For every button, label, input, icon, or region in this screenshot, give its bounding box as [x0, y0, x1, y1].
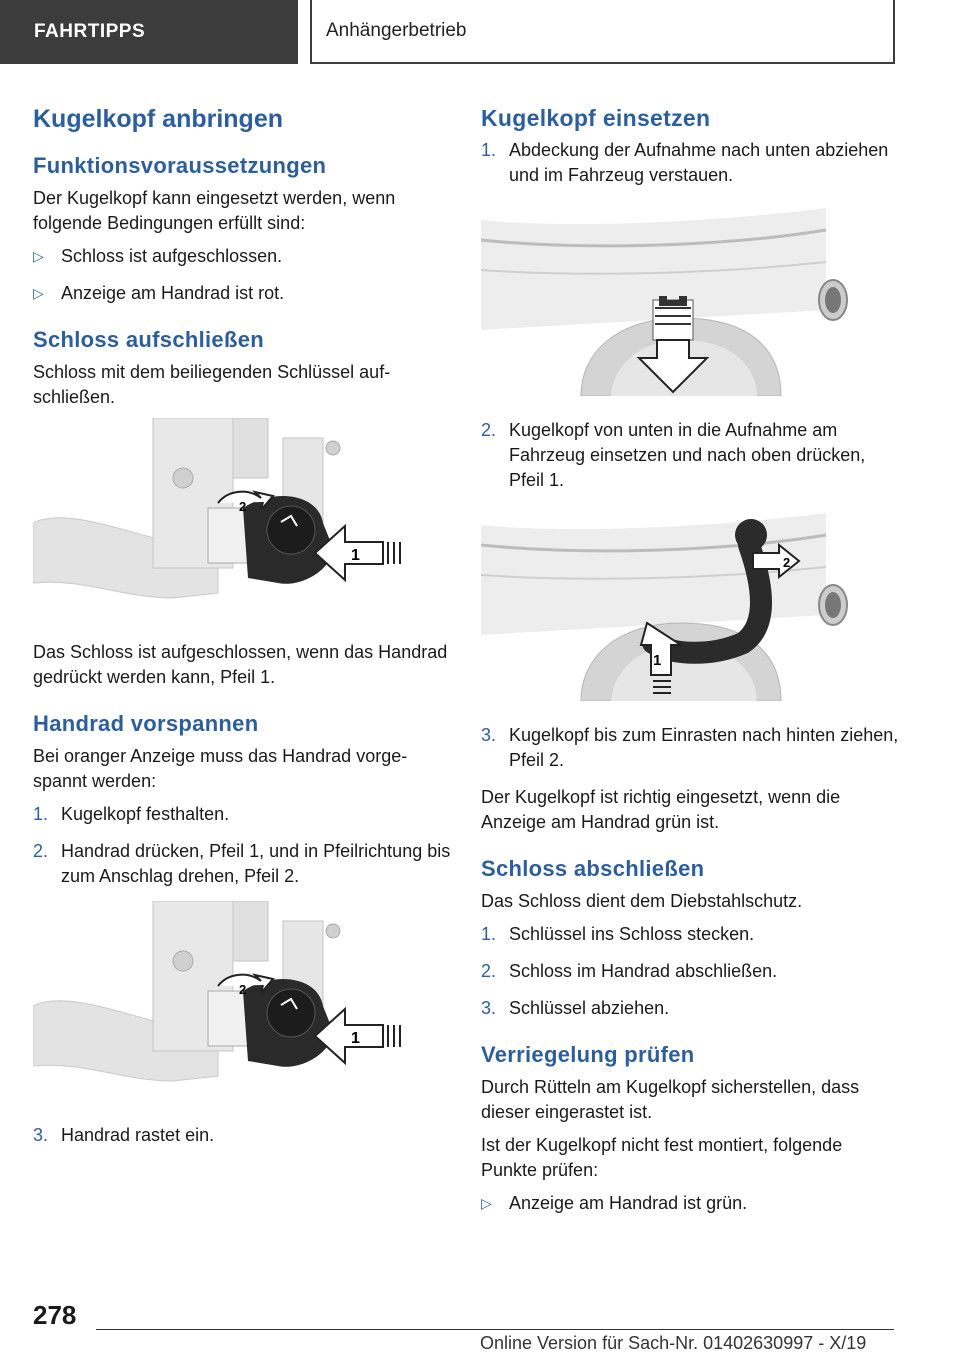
insert-ball-head-illustration [481, 505, 857, 701]
list-item: 1. Kugelkopf festhalten. [33, 804, 230, 824]
header-chapter [310, 0, 895, 64]
triangle-bullet-icon: ▷ [481, 1195, 492, 1211]
list-item: ▷ Anzeige am Handrad ist rot. [33, 281, 453, 306]
arrow-1-label: 1 [653, 652, 662, 669]
arrow-1-label: 1 [351, 1030, 360, 1047]
paragraph-richtig: Der Kugelkopf ist richtig eingesetzt, wenn die Anzeige am Handrad grün ist. [481, 787, 841, 832]
arrow-2-label: 2 [239, 982, 247, 997]
arrow-1-label: 1 [351, 547, 360, 564]
left-column [33, 96, 453, 1160]
paragraph-pruefen-2: Ist der Kugelkopf nicht fest montiert, folgende Punkte prüfen: [481, 1135, 843, 1180]
list-item: 1. Abdeckung der Aufnahme nach unten abziehen und im Fahrzeug verstauen. [481, 140, 889, 185]
list-item: 3. Kugelkopf bis zum Einrasten nach hinten ziehen, Pfeil 2. [481, 725, 899, 770]
paragraph-abschliessen: Das Schloss dient dem Diebstahlschutz. [481, 891, 803, 911]
heading-kugelkopf-einsetzen: Kugelkopf einsetzen [481, 105, 711, 131]
einsetzen-step-2 [481, 418, 901, 493]
list-item: 3. Handrad rastet ein. [33, 1125, 215, 1145]
list-item: 2. Kugelkopf von unten in die Aufnahme am Fahrzeug einsetzen und nach oben drücken, Pfeil 1. [481, 420, 866, 490]
heading-funktionsvoraussetzungen: Funktionsvoraussetzungen [33, 153, 327, 178]
triangle-bullet-icon: ▷ [33, 285, 44, 301]
header-chapter-label: Anhängerbetrieb [326, 20, 467, 41]
page-number: 278 [33, 1300, 77, 1330]
heading-verriegelung-pruefen: Verriegelung prüfen [481, 1042, 695, 1067]
list-item: ▷ Anzeige am Handrad ist grün. [481, 1191, 901, 1216]
arrow-2-label: 2 [783, 555, 791, 570]
pruefen-list [481, 1191, 901, 1216]
header-section-label: FAHRTIPPS [34, 21, 146, 42]
lock-steps [481, 922, 901, 1021]
paragraph-pruefen-1: Durch Rütteln am Kugelkopf sicherstellen, dass dieser eingerastet ist. [481, 1077, 860, 1122]
list-item: ▷ Schloss ist aufgeschlossen. [33, 244, 453, 269]
paragraph-handrad: Bei oranger Anzeige muss das Handrad vorgespannt werden: [33, 746, 408, 791]
einsetzen-step-1 [481, 138, 901, 188]
list-item: 1. Schlüssel ins Schloss stecken. [481, 924, 755, 944]
header-section [0, 0, 298, 64]
list-item: 2. Handrad drücken, Pfeil 1, und in Pfeilrichtung bis zum Anschlag drehen, Pfeil 2. [33, 841, 451, 886]
heading-schloss-abschliessen: Schloss abschließen [481, 856, 705, 881]
list-item: 3. Schlüssel abziehen. [481, 998, 670, 1018]
lock-unlock-illustration [33, 418, 413, 618]
heading-handrad-vorspannen: Handrad vorspannen [33, 711, 259, 736]
paragraph-schloss: Schloss mit dem beiliegenden Schlüssel aufschließen. [33, 362, 391, 407]
footer-divider [96, 1329, 894, 1330]
triangle-bullet-icon: ▷ [33, 248, 44, 264]
einsetzen-step-3 [481, 723, 901, 773]
right-column [481, 96, 901, 1228]
arrow-2-label: 2 [239, 499, 247, 514]
page-title: Kugelkopf anbringen [33, 105, 283, 133]
cover-removal-illustration [481, 200, 857, 396]
handrad-steps [33, 802, 453, 889]
list-item: 2. Schloss im Handrad abschließen. [481, 961, 778, 981]
conditions-list [33, 244, 453, 306]
handrad-turn-illustration [33, 901, 413, 1101]
paragraph-funktion: Der Kugelkopf kann eingesetzt werden, wenn folgende Bedingungen erfüllt sind: [33, 188, 396, 233]
heading-schloss-aufschliessen: Schloss aufschließen [33, 327, 264, 352]
footer-online-version: Online Version für Sach-Nr. 01402630997 - X/19 [480, 1333, 867, 1353]
paragraph-schloss-after: Das Schloss ist aufgeschlossen, wenn das Handrad gedrückt werden kann, Pfeil 1. [33, 642, 448, 687]
handrad-step-3 [33, 1123, 453, 1148]
